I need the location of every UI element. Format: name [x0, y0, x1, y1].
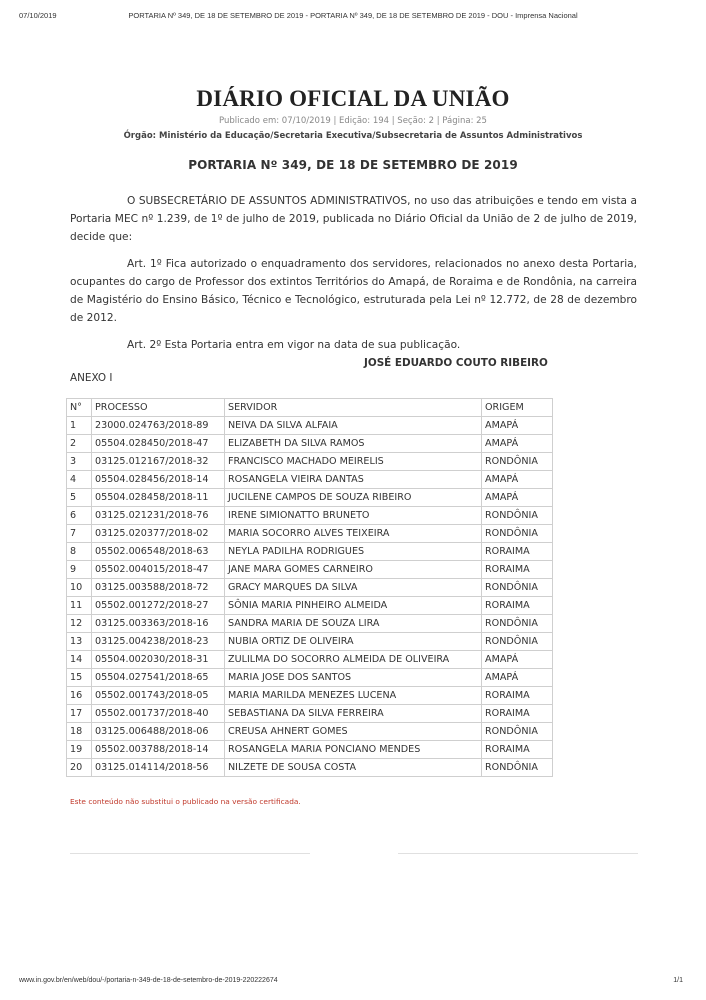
- cell-servidor: JUCILENE CAMPOS DE SOUZA RIBEIRO: [225, 489, 482, 507]
- table-row: [67, 579, 553, 597]
- cell-origem: RONDÔNIA: [482, 615, 553, 633]
- page-number: 1/1: [673, 977, 683, 984]
- table-row: [67, 435, 553, 453]
- cell-origem: AMAPÁ: [482, 471, 553, 489]
- print-date: 07/10/2019: [19, 11, 57, 20]
- cell-servidor: SÔNIA MARIA PINHEIRO ALMEIDA: [225, 597, 482, 615]
- cell-number: 6: [67, 507, 92, 525]
- cell-servidor: ROSANGELA VIEIRA DANTAS: [225, 471, 482, 489]
- cell-number: 16: [67, 687, 92, 705]
- cell-number: 15: [67, 669, 92, 687]
- cell-processo: 05504.028450/2018-47: [92, 435, 225, 453]
- cell-servidor: MARIA MARILDA MENEZES LUCENA: [225, 687, 482, 705]
- cell-origem: AMAPÁ: [482, 489, 553, 507]
- cell-servidor: GRACY MARQUES DA SILVA: [225, 579, 482, 597]
- cell-number: 1: [67, 417, 92, 435]
- cell-servidor: MARIA SOCORRO ALVES TEIXEIRA: [225, 525, 482, 543]
- document-body: [70, 192, 637, 363]
- cell-number: 12: [67, 615, 92, 633]
- table-row: [67, 687, 553, 705]
- publication-info: Publicado em: 07/10/2019 | Edição: 194 | Seção: 2 | Página: 25: [219, 116, 487, 126]
- cell-number: 17: [67, 705, 92, 723]
- cell-processo: 05504.027541/2018-65: [92, 669, 225, 687]
- cell-origem: AMAPÁ: [482, 417, 553, 435]
- newspaper-title: DIÁRIO OFICIAL DA UNIÃO: [196, 86, 510, 111]
- cell-processo: 03125.006488/2018-06: [92, 723, 225, 741]
- cell-number: 8: [67, 543, 92, 561]
- cell-processo: 05502.004015/2018-47: [92, 561, 225, 579]
- cell-number: 2: [67, 435, 92, 453]
- cell-servidor: ELIZABETH DA SILVA RAMOS: [225, 435, 482, 453]
- table-row: [67, 651, 553, 669]
- cell-number: 11: [67, 597, 92, 615]
- cell-servidor: CREUSA AHNERT GOMES: [225, 723, 482, 741]
- cell-origem: RONDÔNIA: [482, 507, 553, 525]
- table-row: [67, 543, 553, 561]
- cell-processo: 05504.028456/2018-14: [92, 471, 225, 489]
- cell-processo: 05502.001737/2018-40: [92, 705, 225, 723]
- cell-processo: 05502.006548/2018-63: [92, 543, 225, 561]
- cell-processo: 03125.020377/2018-02: [92, 525, 225, 543]
- cell-origem: RONDÔNIA: [482, 525, 553, 543]
- cell-servidor: ZULILMA DO SOCORRO ALMEIDA DE OLIVEIRA: [225, 651, 482, 669]
- masthead: [0, 86, 706, 142]
- print-title: PORTARIA Nº 349, DE 18 DE SETEMBRO DE 2019 - PORTARIA Nº 349, DE 18 DE SETEMBRO DE 2019 - DOU - Imprensa Nacional: [128, 11, 578, 20]
- cell-processo: 03125.004238/2018-23: [92, 633, 225, 651]
- table-row: [67, 759, 553, 777]
- cell-servidor: NILZETE DE SOUSA COSTA: [225, 759, 482, 777]
- disclaimer-text: Este conteúdo não substitui o publicado na versão certificada.: [70, 797, 301, 806]
- table-row: [67, 507, 553, 525]
- cell-servidor: MARIA JOSE DOS SANTOS: [225, 669, 482, 687]
- document-title: PORTARIA Nº 349, DE 18 DE SETEMBRO DE 2019: [188, 158, 518, 172]
- table-row: [67, 669, 553, 687]
- header-number: N°: [67, 399, 92, 417]
- cell-origem: RONDÔNIA: [482, 759, 553, 777]
- cell-processo: 05504.028458/2018-11: [92, 489, 225, 507]
- table-row: [67, 489, 553, 507]
- cell-servidor: ROSANGELA MARIA PONCIANO MENDES: [225, 741, 482, 759]
- table-row: [67, 723, 553, 741]
- table-row: [67, 741, 553, 759]
- cell-processo: 05502.001272/2018-27: [92, 597, 225, 615]
- paragraph-art-2: Art. 2º Esta Portaria entra em vigor na data de sua publicação.: [127, 339, 461, 351]
- cell-number: 4: [67, 471, 92, 489]
- cell-origem: RORAIMA: [482, 597, 553, 615]
- cell-processo: 03125.012167/2018-32: [92, 453, 225, 471]
- cell-processo: 03125.003363/2018-16: [92, 615, 225, 633]
- cell-processo: 23000.024763/2018-89: [92, 417, 225, 435]
- cell-servidor: FRANCISCO MACHADO MEIRELIS: [225, 453, 482, 471]
- paragraph-art-1: Art. 1º Fica autorizado o enquadramento dos servidores, relacionados no anexo desta Portaria, ocupantes do cargo de Professor dos extintos Territórios do Amapá, de Roraima e de Rondônia, na carreira de Magistério do Ensino Básico, Técnico e Tecnológico, estruturada pela Lei nº 12.772, de 28 de dezembro de 2012.: [70, 258, 637, 324]
- table-row: [67, 471, 553, 489]
- table-row: [67, 597, 553, 615]
- table-row: [67, 525, 553, 543]
- cell-number: 18: [67, 723, 92, 741]
- cell-processo: 05502.003788/2018-14: [92, 741, 225, 759]
- cell-origem: RONDÔNIA: [482, 633, 553, 651]
- cell-processo: 03125.003588/2018-72: [92, 579, 225, 597]
- orgao-text: Órgão: Ministério da Educação/Secretaria Executiva/Subsecretaria de Assuntos Administrativos: [123, 131, 583, 141]
- cell-processo: 05502.001743/2018-05: [92, 687, 225, 705]
- cell-origem: AMAPÁ: [482, 435, 553, 453]
- cell-servidor: SANDRA MARIA DE SOUZA LIRA: [225, 615, 482, 633]
- cell-servidor: NEIVA DA SILVA ALFAIA: [225, 417, 482, 435]
- print-url: www.in.gov.br/en/web/dou/-/portaria-n-349-de-18-de-setembro-de-2019-220222674: [19, 977, 278, 984]
- cell-number: 3: [67, 453, 92, 471]
- table-header-row: [67, 399, 553, 417]
- header-processo: PROCESSO: [92, 399, 225, 417]
- table-row: [67, 561, 553, 579]
- paragraph-preamble: O SUBSECRETÁRIO DE ASSUNTOS ADMINISTRATIVOS, no uso das atribuições e tendo em vista a Portaria MEC nº 1.239, de 1º de julho de 2019, publicada no Diário Oficial da União de 2 de julho de 2019, decide que:: [70, 195, 637, 243]
- table-row: [67, 453, 553, 471]
- divider-right: [398, 853, 638, 854]
- cell-origem: RONDÔNIA: [482, 453, 553, 471]
- table-row: [67, 615, 553, 633]
- cell-origem: RONDÔNIA: [482, 723, 553, 741]
- cell-servidor: IRENE SIMIONATTO BRUNETO: [225, 507, 482, 525]
- cell-number: 5: [67, 489, 92, 507]
- cell-origem: RONDÔNIA: [482, 579, 553, 597]
- cell-servidor: JANE MARA GOMES CARNEIRO: [225, 561, 482, 579]
- table-row: [67, 633, 553, 651]
- cell-number: 19: [67, 741, 92, 759]
- divider-left: [70, 853, 310, 854]
- cell-processo: 05504.002030/2018-31: [92, 651, 225, 669]
- cell-number: 9: [67, 561, 92, 579]
- cell-number: 14: [67, 651, 92, 669]
- cell-servidor: NEYLA PADILHA RODRIGUES: [225, 543, 482, 561]
- print-header: [0, 0, 706, 30]
- cell-processo: 03125.014114/2018-56: [92, 759, 225, 777]
- cell-processo: 03125.021231/2018-76: [92, 507, 225, 525]
- header-servidor: SERVIDOR: [225, 399, 482, 417]
- annex-label: ANEXO I: [70, 372, 113, 384]
- cell-origem: RORAIMA: [482, 741, 553, 759]
- cell-number: 7: [67, 525, 92, 543]
- cell-origem: RORAIMA: [482, 705, 553, 723]
- table-row: [67, 417, 553, 435]
- table-row: [67, 705, 553, 723]
- cell-servidor: SEBASTIANA DA SILVA FERREIRA: [225, 705, 482, 723]
- annex-table: [66, 398, 553, 777]
- header-origem: ORIGEM: [482, 399, 553, 417]
- orgao-info: [0, 130, 706, 142]
- cell-number: 10: [67, 579, 92, 597]
- cell-origem: AMAPÁ: [482, 669, 553, 687]
- cell-origem: RORAIMA: [482, 543, 553, 561]
- cell-number: 13: [67, 633, 92, 651]
- cell-number: 20: [67, 759, 92, 777]
- cell-origem: AMAPÁ: [482, 651, 553, 669]
- cell-origem: RORAIMA: [482, 561, 553, 579]
- signer-name: JOSÉ EDUARDO COUTO RIBEIRO: [364, 357, 548, 369]
- cell-servidor: NUBIA ORTIZ DE OLIVEIRA: [225, 633, 482, 651]
- cell-origem: RORAIMA: [482, 687, 553, 705]
